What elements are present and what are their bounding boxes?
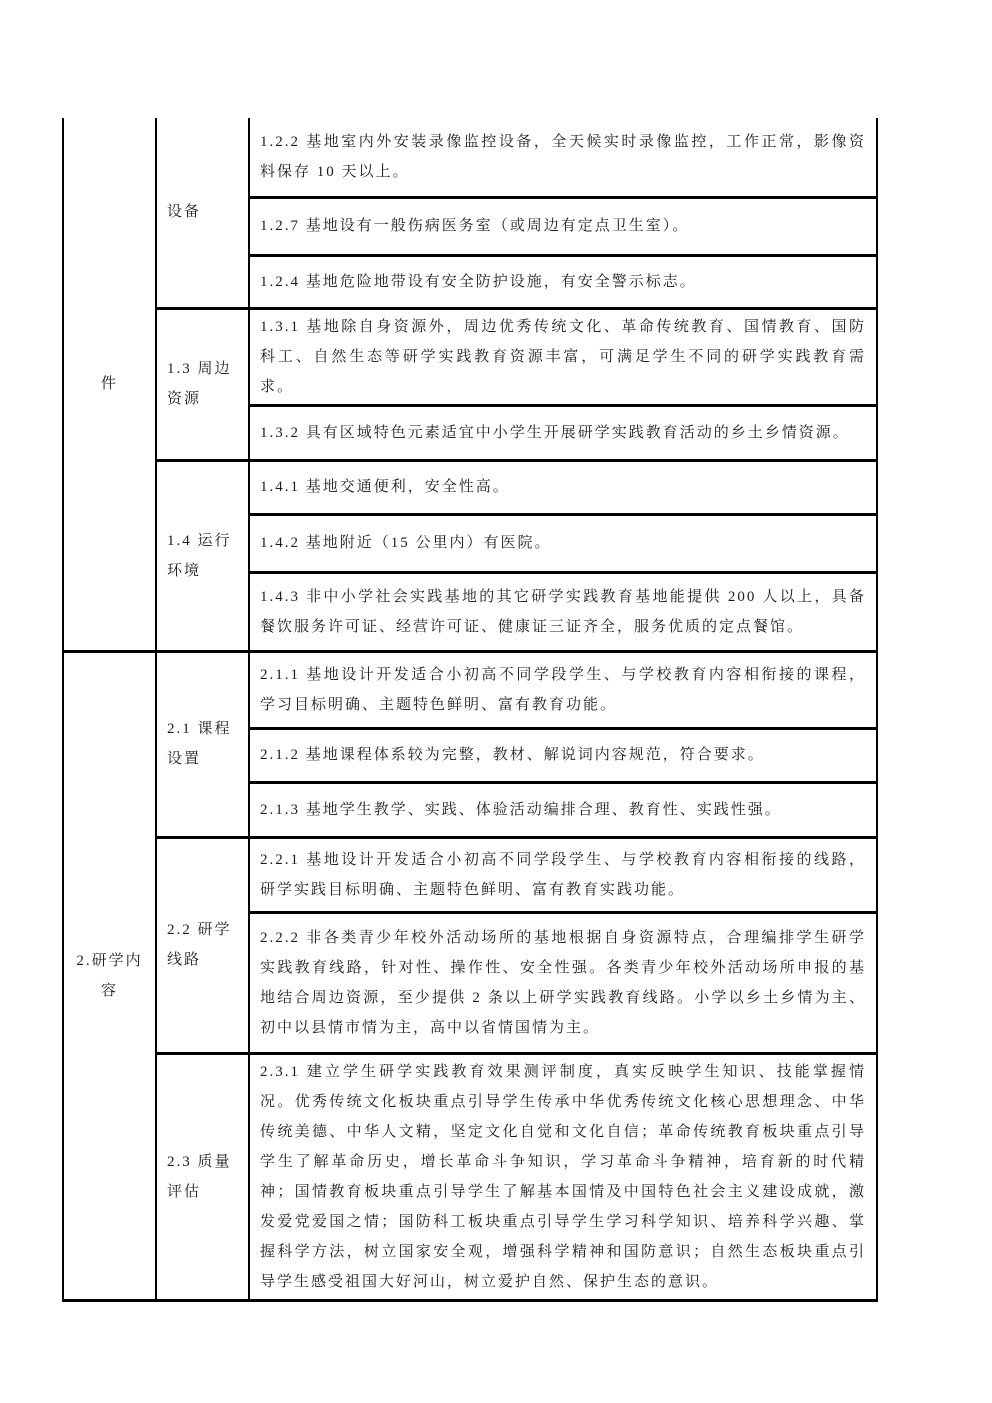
criterion-2-1-3: 2.1.3 基地学生教学、实践、体验活动编排合理、教育性、实践性强。: [249, 782, 877, 837]
criterion-2-2-1: 2.2.1 基地设计开发适合小初高不同学段学生、与学校教育内容相衔接的线路，研学实践目标明确、主题特色鲜明、富有教育实践功能。: [249, 837, 877, 912]
group-label-equipment: 设备: [156, 118, 249, 308]
criterion-1-3-2: 1.3.2 具有区域特色元素适宜中小学生开展研学实践教育活动的乡土乡情资源。: [249, 405, 877, 460]
criterion-1-2-4: 1.2.4 基地危险地带设有安全防护设施，有安全警示标志。: [249, 255, 877, 308]
criterion-1-2-7: 1.2.7 基地设有一般伤病医务室（或周边有定点卫生室）。: [249, 197, 877, 255]
criteria-table: [62, 118, 878, 1302]
criterion-1-4-1: 1.4.1 基地交通便利，安全性高。: [249, 460, 877, 514]
group-label-study-routes: 2.2 研学线路: [156, 837, 249, 1053]
criterion-1-2-2: 1.2.2 基地室内外安装录像监控设备，全天候实时录像监控，工作正常，影像资料保存 10 天以上。: [249, 118, 877, 197]
criterion-1-3-1: 1.3.1 基地除自身资源外，周边优秀传统文化、革命传统教育、国情教育、国防科工、自然生态等研学实践教育资源丰富，可满足学生不同的研学实践教育需求。: [249, 308, 877, 405]
group-label-surrounding-resources: 1.3 周边资源: [156, 308, 249, 460]
group-label-course-setup: 2.1 课程设置: [156, 651, 249, 837]
criterion-2-2-2: 2.2.2 非各类青少年校外活动场所的基地根据自身资源特点，合理编排学生研学实践教育线路，针对性、操作性、安全性强。各类青少年校外活动场所申报的基地结合周边资源，至少提供 2 条以上研学实践教育线路。小学以乡土乡情为主、初中以县情市情为主，高中以省情国情为主。: [249, 912, 877, 1053]
criterion-1-4-3: 1.4.3 非中小学社会实践基地的其它研学实践教育基地能提供 200 人以上，具备餐饮服务许可证、经营许可证、健康证三证齐全，服务优质的定点餐馆。: [249, 572, 877, 651]
criterion-2-1-1: 2.1.1 基地设计开发适合小初高不同学段学生、与学校教育内容相衔接的课程，学习目标明确、主题特色鲜明、富有教育功能。: [249, 651, 877, 728]
criterion-2-3-1: 2.3.1 建立学生研学实践教育效果测评制度，真实反映学生知识、技能掌握情况。优秀传统文化板块重点引导学生传承中华优秀传统文化核心思想理念、中华传统美德、中华人文精，坚定文化自觉和文化自信；革命传统教育板块重点引导学生了解革命历史，增长革命斗争知识，学习革命斗争精神，培育新的时代精神；国情教育板块重点引导学生了解基本国情及中国特色社会主义建设成就，激发爱党爱国之情；国防科工板块重点引导学生学习科学知识、培养科学兴趣、掌握科学方法，树立国家安全观，增强科学精神和国防意识；自然生态板块重点引导学生感受祖国大好河山，树立爱护自然、保护生态的意识。: [249, 1053, 877, 1300]
group-label-operating-environment: 1.4 运行环境: [156, 460, 249, 651]
group-label-quality-assessment: 2.3 质量评估: [156, 1053, 249, 1300]
category-cell-section1: 件: [63, 118, 156, 651]
category-cell-study-content: 2.研学内容: [63, 651, 156, 1300]
criterion-1-4-2: 1.4.2 基地附近（15 公里内）有医院。: [249, 514, 877, 572]
criterion-2-1-2: 2.1.2 基地课程体系较为完整，教材、解说词内容规范，符合要求。: [249, 728, 877, 782]
